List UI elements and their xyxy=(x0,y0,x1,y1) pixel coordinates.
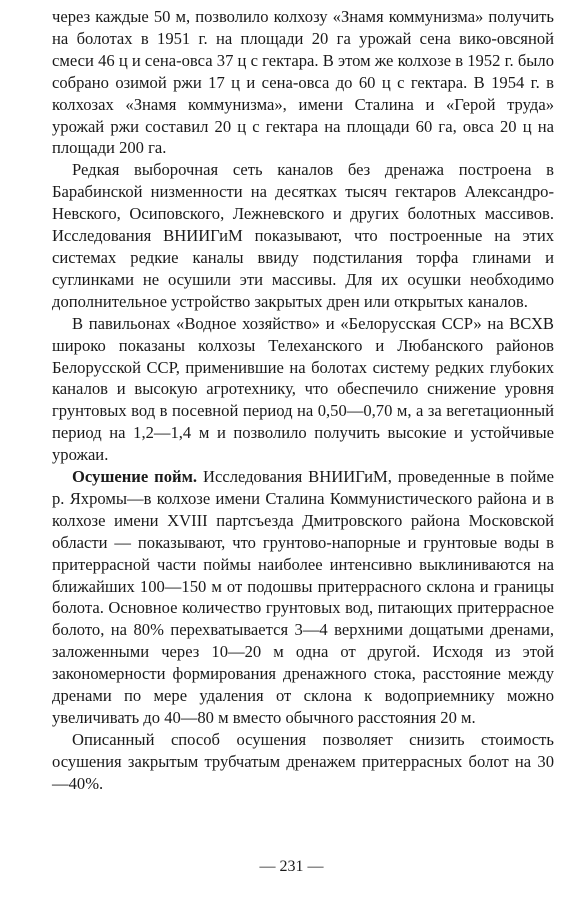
paragraph-4-text: Исследования ВНИИГиМ, проведенные в пойме р. Яхромы—в колхозе имени Сталина Коммунистического района и в колхозе имени XVIII партсъезда Дмитровского района Московской области — показывают, что грунтово-напорные и грунтовые воды в притеррасной части поймы наиболее интенсивно выклиниваются на ближайших 100—150 м от подошвы притеррасного склона и границы болота. Основное количество грунтовых вод, питающих притеррасное болото, на 80% перехватывается 3—4 верхними дощатыми дренами, заложенными через 10—20 м одна от другой. Исходя из этой закономерности формирования дренажного стока, расстояние между дренами по мере удаления от склона к водоприемнику можно увеличивать до 40—80 м вместо обычного расстояния 20 м. xyxy=(52,467,554,727)
paragraph-4 xyxy=(52,466,554,729)
paragraph-1 xyxy=(52,6,554,159)
paragraph-2 xyxy=(52,159,554,312)
paragraph-2-text: Редкая выборочная сеть каналов без дренажа построена в Барабинской низменности на десятках тысяч гектаров Александро-Невского, Осиповского, Лежневского и других болотных массивов. Исследования ВНИИГиМ показывают, что построенные на этих системах редкие каналы ввиду подстилания торфа глинами и суглинками не осушили эти массивы. Для их осушки необходимо дополнительное устройство закрытых дрен или открытых каналов. xyxy=(52,160,554,311)
section-heading-floodplain-drainage: Осушение пойм. xyxy=(72,467,198,487)
page-number: — 231 — xyxy=(259,858,324,875)
paragraph-5-text: Описанный способ осушения позволяет снизить стоимость осушения закрытым трубчатым дренажем притеррасных болот на 30—40%. xyxy=(52,729,554,793)
paragraph-3-text: В павильонах «Водное хозяйство» и «Белорусская ССР» на ВСХВ широко показаны колхозы Телеханского и Любанского районов Белорусской ССР, применившие на болотах систему редких глубоких каналов и высокую агротехнику, что обеспечило снижение уровня грунтовых вод в посевной период на 0,50—0,70 м, а за вегетационный период на 1,2—1,4 м и позволило получить высокие и устойчивые урожаи. xyxy=(52,313,554,465)
paragraph-5 xyxy=(52,729,554,795)
document-body xyxy=(52,6,554,795)
paragraph-3 xyxy=(52,313,554,466)
paragraph-1-text: через каждые 50 м, позволило колхозу «Знамя коммунизма» получить на болотах в 1951 г. на площади 20 га урожай сена вико-овсяной смеси 46 ц и сена-овса 37 ц с гектара. В этом же колхозе в 1952 г. было собрано озимой ржи 17 ц и сена-овса до 60 ц с гектара. В 1954 г. в колхозах «Знамя коммунизма», имени Сталина и «Герой труда» урожай ржи составил 20 ц с гектара на площади 60 га, овса 20 ц на площади 200 га. xyxy=(52,7,554,158)
